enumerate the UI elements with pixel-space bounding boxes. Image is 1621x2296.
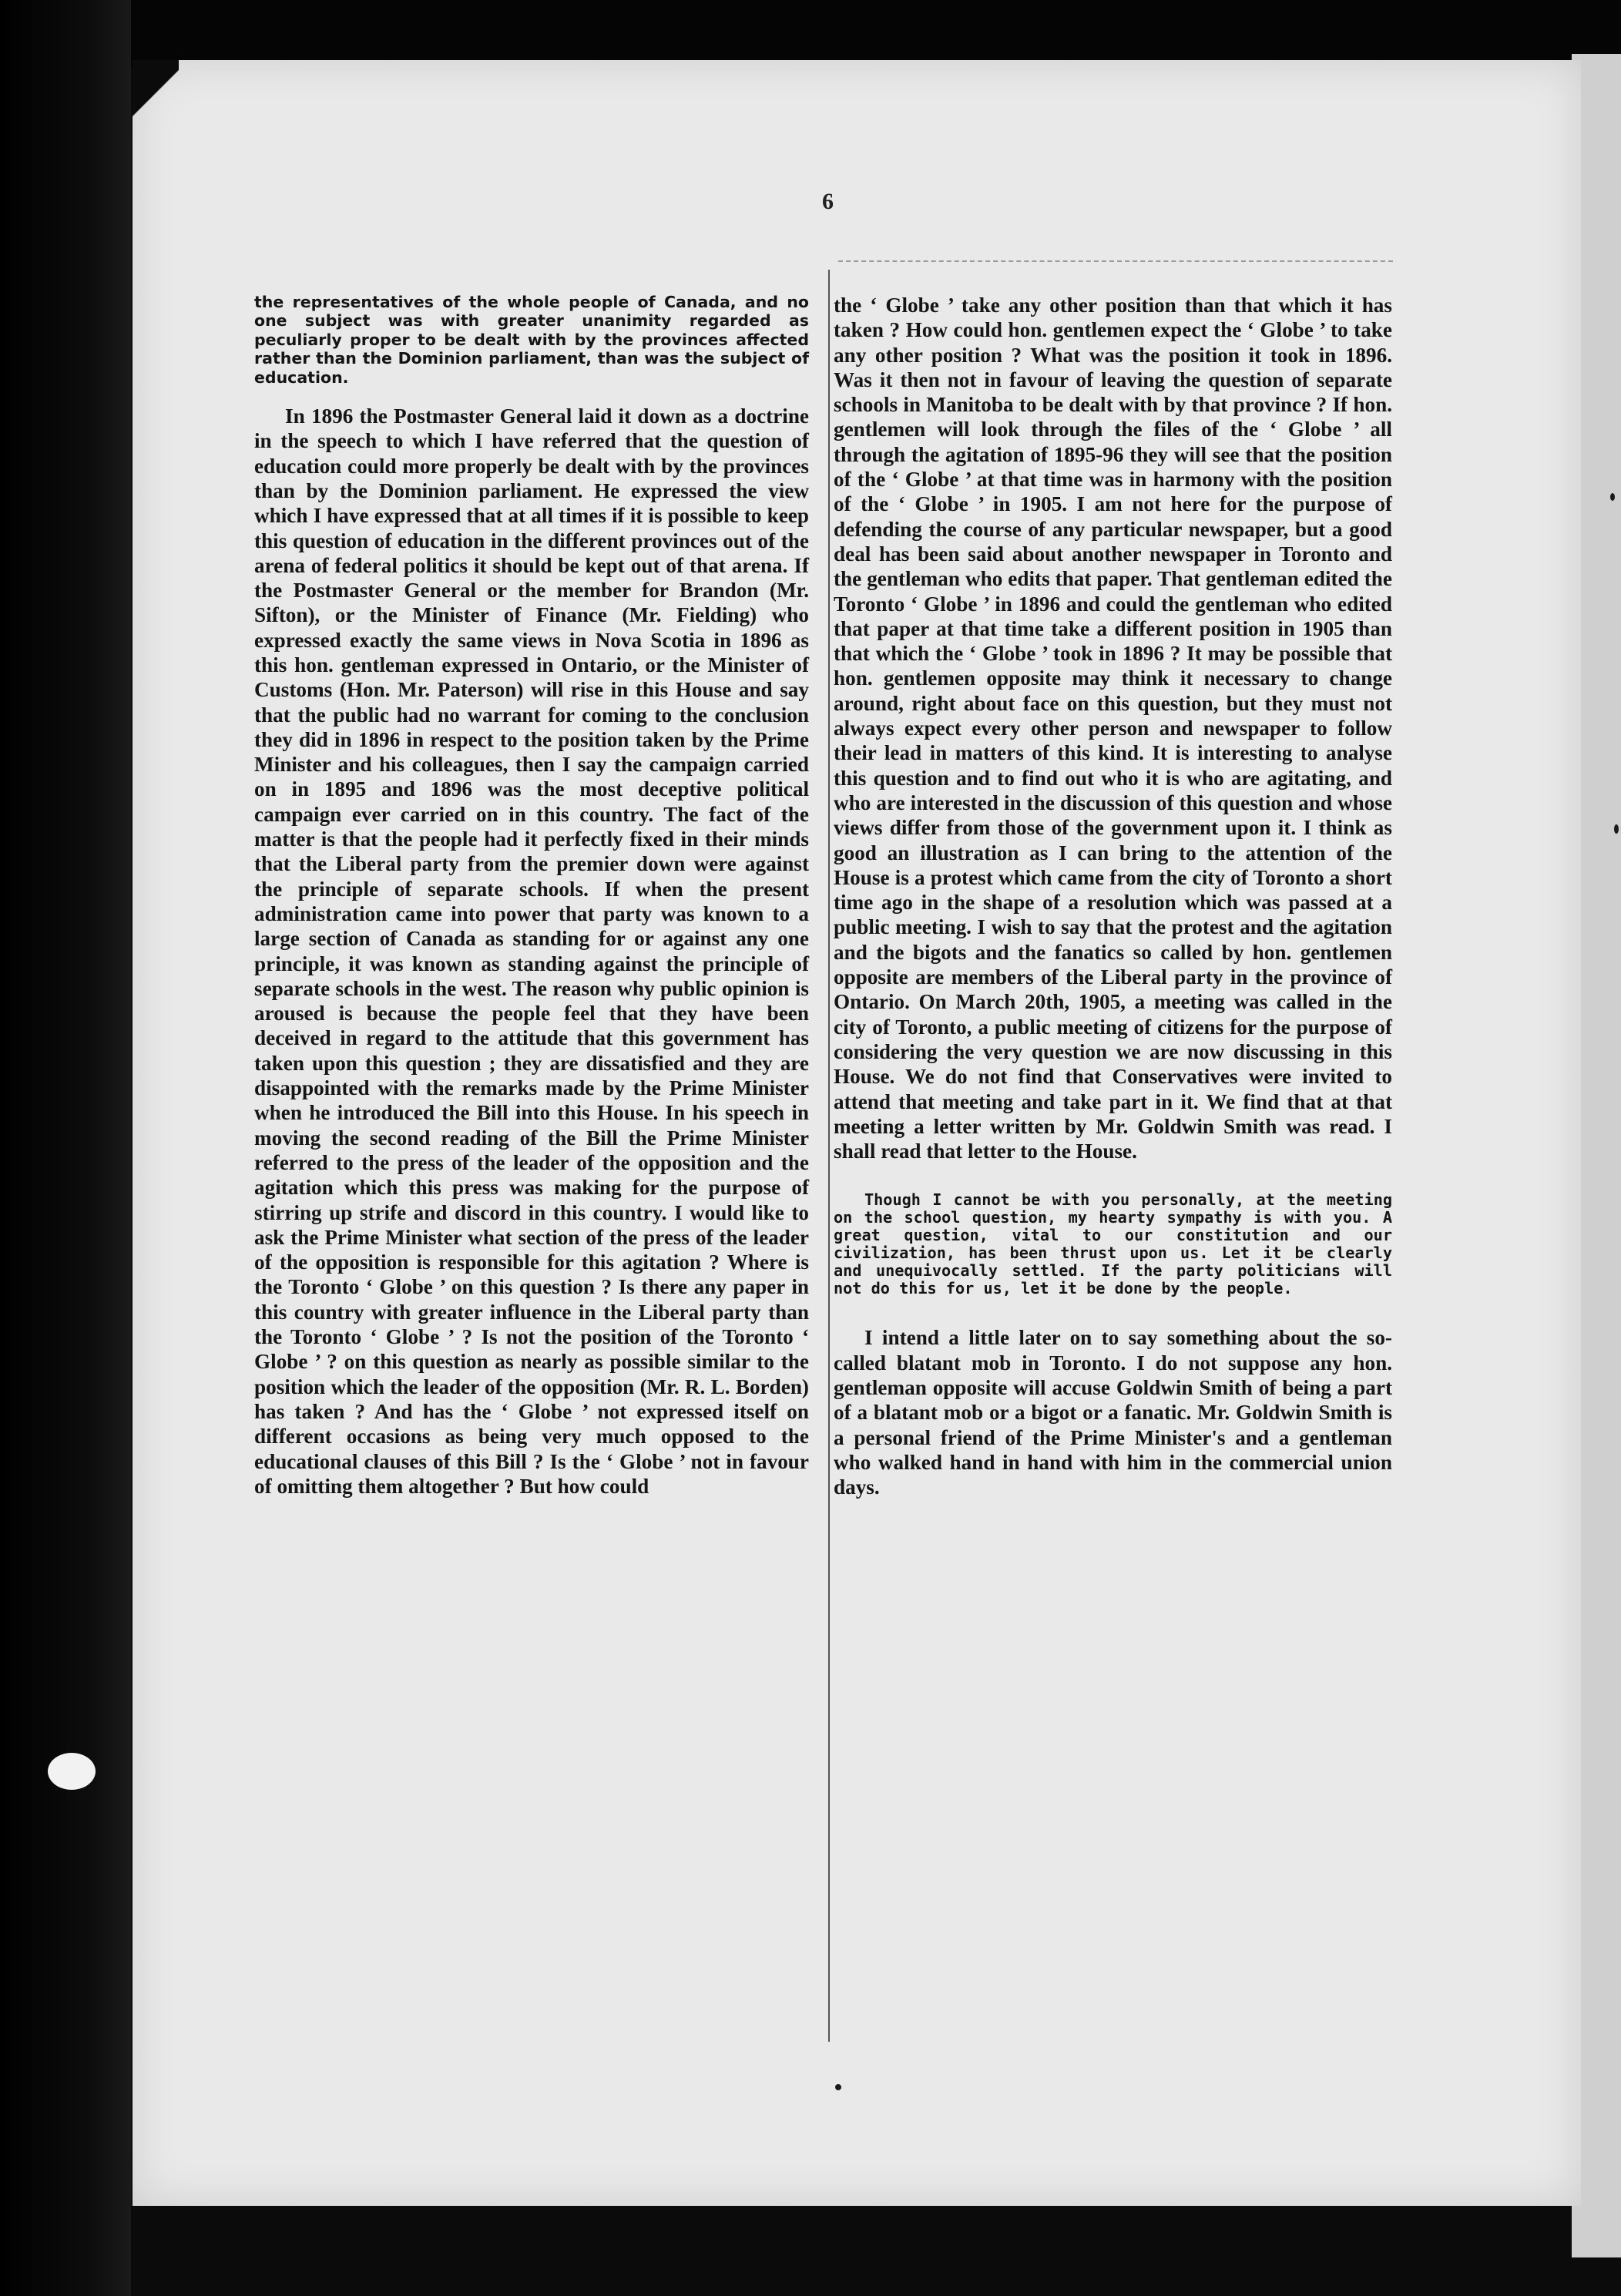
right-paragraph-1: the ‘ Globe ’ take any other position than that which it has taken ? How could hon. gentlemen expect the ‘ Globe ’ to take any other position ? What was the position it took in 1896. Was it then not in favour of leaving the question of separate schools in Manitoba to be dealt with by that province ? If hon. gentlemen will look through the files of the ‘ Globe ’ all through the agitation of 1895-96 they will see that the position of the ‘ Globe ’ at that time was in harmony with the position of the ‘ Globe ’ in 1905. I am not here for the purpose of defending the course of any particular newspaper, but a good deal has been said about another newspaper in Toronto and the gentleman who edits that paper. That gentleman edited the Toronto ‘ Globe ’ in 1896 and could the gentleman who edited that paper at that time take a different position in 1905 than that which the ‘ Globe ’ took in 1896 ? It may be possible that hon. gentlemen opposite may think it necessary to change around, right about face on this question, but they must not always expect every other person and newspaper to follow their lead in matters of this kind. It is interesting to analyse this question and to find out who it is who are agitating, and who are interested in the discussion of this question and whose views differ from those of the government upon it. I think as good an illustration as I can bring to the attention of the House is a protest which came from the city of Toronto a short time ago in the shape of a resolution which was passed at a public meeting. I wish to say that the protest and the agitation and the bigots and the fanatics so called by hon. gentlemen opposite are members of the Liberal party in the province of Ontario. On March 20th, 1905, a meeting was called in the city of Toronto, a public meeting of citizens for the purpose of considering the very question we are now discussing in this House. We do not find that Conservatives were invited to attend that meeting and take part in it. We find that at that meeting a letter written by Mr. Goldwin Smith was read. I shall read that letter to the House. xyxy=(834,294,1392,1163)
ink-dot xyxy=(835,2084,841,2090)
ink-dot xyxy=(1614,824,1619,834)
left-paragraph-1: In 1896 the Postmaster General laid it down as a doctrine in the speech to which I have referred that the question of education could more properly be dealt with by the provinces than by the Dominion parliament. He expressed the view which I have expressed that at all times if it is possible to keep this question of education in the different provinces out of the arena of federal politics it should be kept out of that arena. If the Postmaster General or the member for Brandon (Mr. Sifton), or the Minister of Finance (Mr. Fielding) who expressed exactly the same views in Nova Scotia in 1896 as this hon. gentleman expressed in Ontario, or the Minister of Customs (Hon. Mr. Paterson) will rise in this House and say that the public had no warrant for coming to the conclusion they did in 1896 in respect to the position taken by the Prime Minister and his colleagues, then I say the campaign carried on in 1895 and 1896 was the most deceptive political campaign ever carried on in this country. The fact of the matter is that the people had it perfectly fixed in their minds that the Liberal party from the premier down were against the principle of separate schools. If when the present administration came into power that party was known to a large section of Canada as standing for or against any one principle, it was known as standing against the principle of separate schools in the west. The reason why public opinion is aroused is because the people feel that they have been deceived in regard to the attitude that this government has taken upon this question ; they are dissatisfied and they are disappointed with the remarks made by the Prime Minister when he introduced the Bill into this House. In his speech in moving the second reading of the Bill the Prime Minister referred to the press of the leader of the opposition and the agitation which this press was making for the purpose of stirring up strife and discord in this country. I would like to ask the Prime Minister what section of the press of the leader of the opposition is responsible for this agitation ? Where is the Toronto ‘ Globe ’ on this question ? Is there any paper in this country with greater influence in the Liberal party than the Toronto ‘ Globe ’ ? Is not the position of the Toronto ‘ Globe ’ ? on this question as nearly as possible similar to the position which the leader of the opposition (Mr. R. L. Borden) has taken ? And has the ‘ Globe ’ not expressed itself on different occasions as being very much opposed to the educational clauses of this Bill ? Is the ‘ Globe ’ not in favour of omitting them altogether ? But how could xyxy=(254,404,809,1498)
column-divider xyxy=(828,270,830,2042)
page-folded-corner xyxy=(133,60,179,153)
page-number: 6 xyxy=(822,189,834,214)
scan-speck xyxy=(48,1753,96,1790)
scan-border-left xyxy=(0,0,131,2296)
left-column xyxy=(254,293,809,1499)
spacer xyxy=(254,387,809,404)
right-column xyxy=(834,293,1392,1499)
ink-dot xyxy=(1610,493,1615,501)
left-intro-paragraph: the representatives of the whole people of Canada, and no one subject was with greater unanimity regarded as peculiarly proper to be dealt with by the provinces affected rather than the Dominion parliament, than was the subject of education. xyxy=(254,293,809,387)
right-paragraph-2: I intend a little later on to say something about the so-called blatant mob in Toronto. I do not suppose any hon. gentleman opposite will accuse Goldwin Smith of being a part of a blatant mob or a bigot or a fanatic. Mr. Goldwin Smith is a personal friend of the Prime Minister's and a gentleman who walked hand in hand with him in the commercial union days. xyxy=(834,1326,1392,1499)
spacer xyxy=(834,1297,1392,1325)
spacer xyxy=(834,1163,1392,1191)
scan-border-top xyxy=(0,0,1621,69)
goldwin-smith-letter-quote: Though I cannot be with you personally, at the meeting on the school question, my hearty sympathy is with you. A great question, vital to our constitution and our civilization, has been thrust upon us. Let it be clearly and unequivocally settled. If the party politicians will not do this for us, let it be done by the people. xyxy=(834,1190,1392,1298)
header-rule xyxy=(838,260,1393,262)
